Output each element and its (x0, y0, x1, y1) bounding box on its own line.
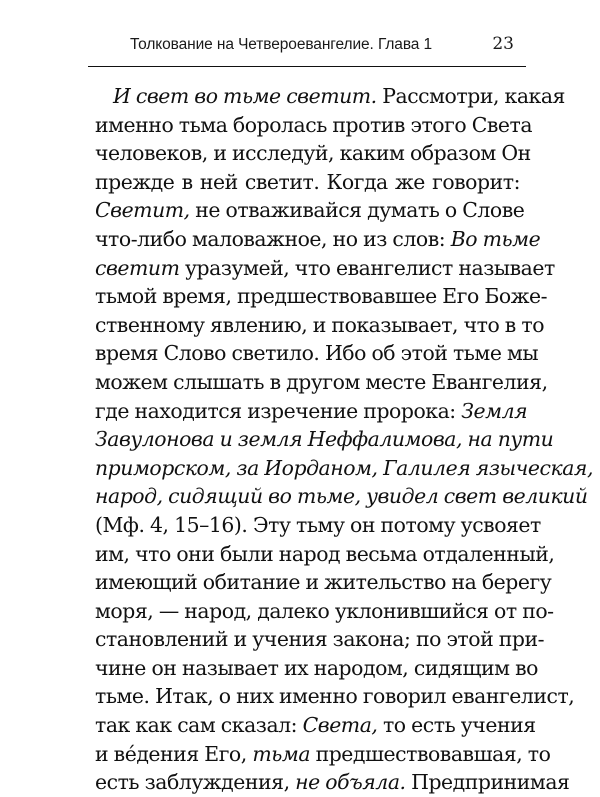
text-segment: уразумей, что евангелист называет (179, 255, 555, 280)
text-line (95, 196, 525, 225)
text-segment: есть заблуждения, (95, 770, 296, 795)
italic-text: светит (95, 255, 180, 280)
text-line (95, 311, 545, 340)
text-segment: им, что они были народ весьма отдаленный, (95, 541, 555, 566)
text-segment: так как сам сказал: (95, 713, 303, 738)
text-segment: прежде в ней светит. Когда же говорит: (95, 169, 520, 194)
text-line (95, 740, 551, 769)
text-segment: (Мф. 4, 15–16). Эту тьму он потому усвояет (95, 512, 541, 537)
text-segment: Предпринимая (405, 770, 570, 795)
text-segment: где находится изречение пророка: (95, 398, 462, 423)
italic-text: Земля (461, 398, 528, 423)
text-line (95, 339, 539, 368)
text-line (95, 111, 533, 140)
italic-text: приморском, за Иорданом, Галилея языческая, (95, 455, 593, 480)
text-line (95, 482, 588, 511)
text-line (95, 225, 541, 254)
text-segment: время Слово светило. Ибо об этой тьме мы (95, 341, 539, 366)
text-segment: тьме. Итак, о них именно говорил евангелист, (95, 684, 575, 709)
text-line (95, 654, 538, 683)
text-line (95, 368, 548, 397)
text-segment: человеков, и исследуй, каким образом Он (95, 141, 531, 166)
text-line (95, 454, 593, 483)
italic-text: народ, сидящий во тьме, увидел свет великий (95, 484, 588, 509)
header-title: Толкование на Четвероевангелие. Глава 1 (130, 36, 433, 53)
text-segment: становлений и учения закона; по этой при- (95, 627, 545, 652)
text-segment: можем слышать в другом месте Евангелия, (95, 369, 548, 394)
text-segment: ственному явлению, и показывает, что в то (95, 312, 545, 337)
text-line (95, 625, 545, 654)
text-segment: чине он называет их народом, сидящим во (95, 655, 538, 680)
text-line (95, 568, 552, 597)
text-line (95, 682, 575, 711)
text-line (95, 511, 541, 540)
text-line (95, 82, 565, 111)
body-text (95, 82, 593, 797)
italic-text: И свет во тьме светит. (113, 84, 377, 108)
italic-text: тьма (252, 741, 311, 766)
text-segment: именно тьма боролась против этого Света (95, 112, 533, 137)
running-header (88, 36, 526, 67)
text-segment: моря, — народ, далеко уклонившийся от по- (95, 598, 554, 623)
text-line (95, 139, 531, 168)
italic-text: Светит, (95, 198, 190, 223)
text-segment: тьмой время, предшествовавшее Его Боже- (95, 284, 548, 309)
text-line (95, 711, 536, 740)
page-number: 23 (492, 34, 514, 54)
text-line (95, 540, 555, 569)
italic-text: Завулонова и земля Неффалимова, на пути (95, 427, 554, 452)
text-segment: то есть учения (377, 713, 536, 738)
text-line (95, 597, 554, 626)
text-line (95, 768, 570, 797)
text-segment: предшествовавшая, то (310, 741, 551, 766)
italic-text: Света, (302, 713, 378, 738)
text-segment: и ве́дения Его, (95, 741, 253, 766)
text-segment: имеющий обитание и жительство на берегу (95, 570, 552, 595)
text-segment: что-либо маловажное, но из слов: (95, 226, 451, 251)
text-segment: не отваживайся думать о Слове (189, 198, 525, 223)
text-line (95, 254, 555, 283)
text-line (95, 397, 528, 426)
italic-text: Во тьме (450, 226, 541, 251)
italic-text: не объяла. (295, 770, 406, 795)
text-line (95, 282, 548, 311)
text-line (95, 168, 520, 197)
text-line (95, 425, 554, 454)
text-segment: Рассмотри, какая (376, 84, 565, 108)
